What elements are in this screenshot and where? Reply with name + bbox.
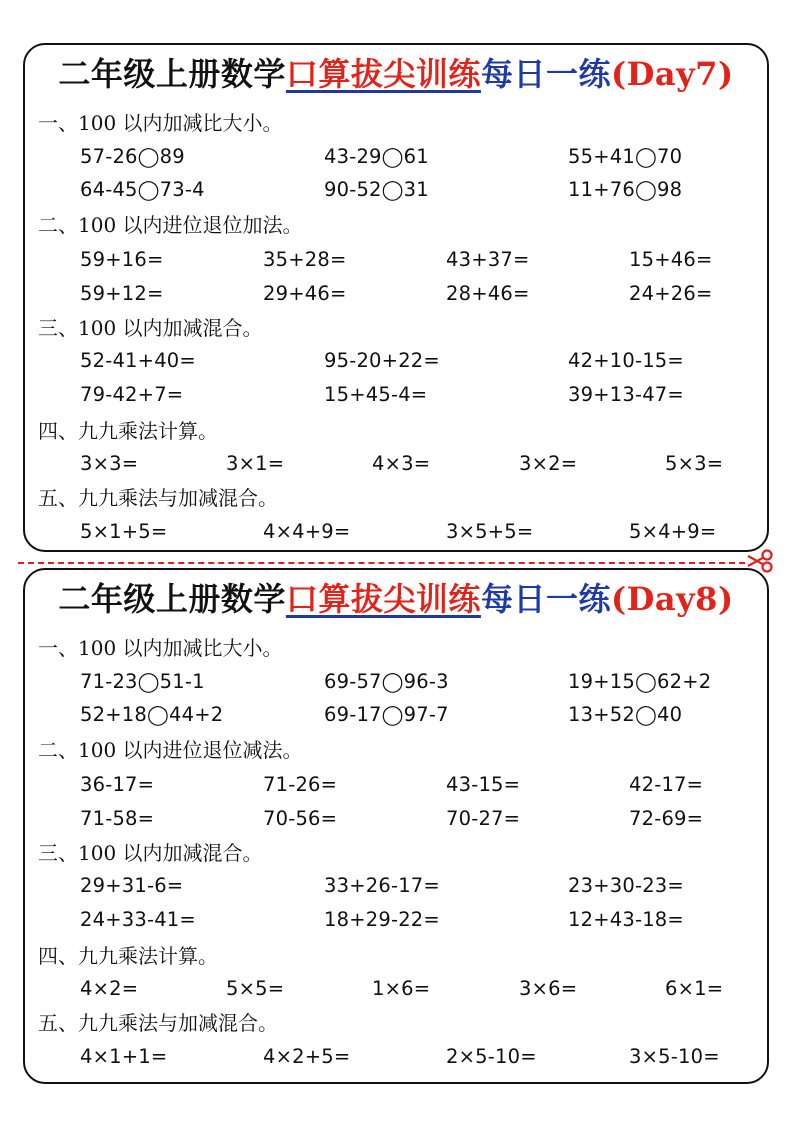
problem: 39+13-47= [568, 383, 684, 406]
problem: 52+18◯44+2 [80, 703, 224, 726]
problem-row [25, 702, 767, 728]
problem-row [25, 1044, 767, 1070]
problem-row [25, 976, 767, 1002]
problem: 2×5-10= [446, 1045, 537, 1068]
problem-row [25, 669, 767, 695]
section-heading: 一、100 以内加减比大小。 [38, 636, 283, 660]
problem-row [25, 247, 767, 273]
problem: 4×3= [372, 452, 431, 475]
problem-row [25, 144, 767, 170]
problem-row [25, 519, 767, 545]
problem: 11+76◯98 [568, 178, 683, 201]
problem: 24+26= [629, 282, 713, 305]
problem: 3×1= [226, 452, 285, 475]
problem: 69-57◯96-3 [324, 670, 449, 693]
problem: 43+37= [446, 248, 530, 271]
problem: 19+15◯62+2 [568, 670, 712, 693]
section-heading: 一、100 以内加减比大小。 [38, 111, 283, 135]
problem: 70-27= [446, 807, 521, 830]
problem-row [25, 382, 767, 408]
title-training: 口算拔尖训练 [285, 580, 481, 618]
problem: 55+41◯70 [568, 145, 683, 168]
problem: 69-17◯97-7 [324, 703, 449, 726]
problem: 35+28= [263, 248, 347, 271]
problem: 3×5-10= [629, 1045, 720, 1068]
problem: 52-41+40= [80, 349, 196, 372]
problem: 90-52◯31 [324, 178, 429, 201]
problem: 36-17= [80, 773, 155, 796]
problem-row [25, 177, 767, 203]
section-heading: 四、九九乘法计算。 [38, 944, 218, 968]
problem: 59+12= [80, 282, 164, 305]
problem: 4×2+5= [263, 1045, 351, 1068]
problem: 3×5+5= [446, 520, 534, 543]
problem: 23+30-23= [568, 874, 684, 897]
worksheet-title [25, 576, 767, 622]
problem: 3×6= [519, 977, 578, 1000]
section-heading: 二、100 以内进位退位加法。 [38, 213, 303, 237]
title-day: (Day8) [610, 580, 734, 618]
problem: 12+43-18= [568, 908, 684, 931]
problem: 43-15= [446, 773, 521, 796]
problem: 95-20+22= [324, 349, 440, 372]
problem: 42-17= [629, 773, 704, 796]
problem: 28+46= [446, 282, 530, 305]
problem: 5×5= [226, 977, 285, 1000]
problem: 3×3= [80, 452, 139, 475]
title-grade: 二年级上册数学 [58, 580, 286, 618]
problem: 1×6= [372, 977, 431, 1000]
problem: 4×2= [80, 977, 139, 1000]
section-heading: 四、九九乘法计算。 [38, 419, 218, 443]
problem: 57-26◯89 [80, 145, 185, 168]
problem-row [25, 907, 767, 933]
section-heading: 二、100 以内进位退位减法。 [38, 738, 303, 762]
problem: 29+31-6= [80, 874, 184, 897]
problem: 64-45◯73-4 [80, 178, 205, 201]
problem: 24+33-41= [80, 908, 196, 931]
title-day: (Day7) [610, 55, 734, 93]
problem: 6×1= [665, 977, 724, 1000]
problem: 5×4+9= [629, 520, 717, 543]
problem: 5×3= [665, 452, 724, 475]
title-daily: 每日一练 [480, 580, 611, 618]
section-heading: 五、九九乘法与加减混合。 [38, 1011, 278, 1035]
problem: 5×1+5= [80, 520, 168, 543]
problem: 79-42+7= [80, 383, 184, 406]
problem-row [25, 873, 767, 899]
problem-row [25, 806, 767, 832]
problem: 59+16= [80, 248, 164, 271]
cut-line [18, 562, 745, 564]
problem: 29+46= [263, 282, 347, 305]
section-heading: 三、100 以内加减混合。 [38, 316, 263, 340]
title-training: 口算拔尖训练 [285, 55, 481, 93]
worksheet-card-day8 [23, 568, 769, 1084]
problem-row [25, 281, 767, 307]
problem: 4×1+1= [80, 1045, 168, 1068]
worksheet-card-day7 [23, 43, 769, 552]
problem: 72-69= [629, 807, 704, 830]
problem-row [25, 772, 767, 798]
section-heading: 三、100 以内加减混合。 [38, 841, 263, 865]
problem: 43-29◯61 [324, 145, 429, 168]
problem: 13+52◯40 [568, 703, 683, 726]
problem: 33+26-17= [324, 874, 440, 897]
section-heading: 五、九九乘法与加减混合。 [38, 486, 278, 510]
problem-row [25, 451, 767, 477]
title-grade: 二年级上册数学 [58, 55, 286, 93]
problem: 71-23◯51-1 [80, 670, 205, 693]
problem-row [25, 348, 767, 374]
problem: 3×2= [519, 452, 578, 475]
problem: 42+10-15= [568, 349, 684, 372]
problem: 18+29-22= [324, 908, 440, 931]
problem: 15+46= [629, 248, 713, 271]
problem: 70-56= [263, 807, 338, 830]
worksheet-title [25, 51, 767, 97]
problem: 15+45-4= [324, 383, 428, 406]
problem: 71-58= [80, 807, 155, 830]
problem: 71-26= [263, 773, 338, 796]
title-daily: 每日一练 [480, 55, 611, 93]
problem: 4×4+9= [263, 520, 351, 543]
